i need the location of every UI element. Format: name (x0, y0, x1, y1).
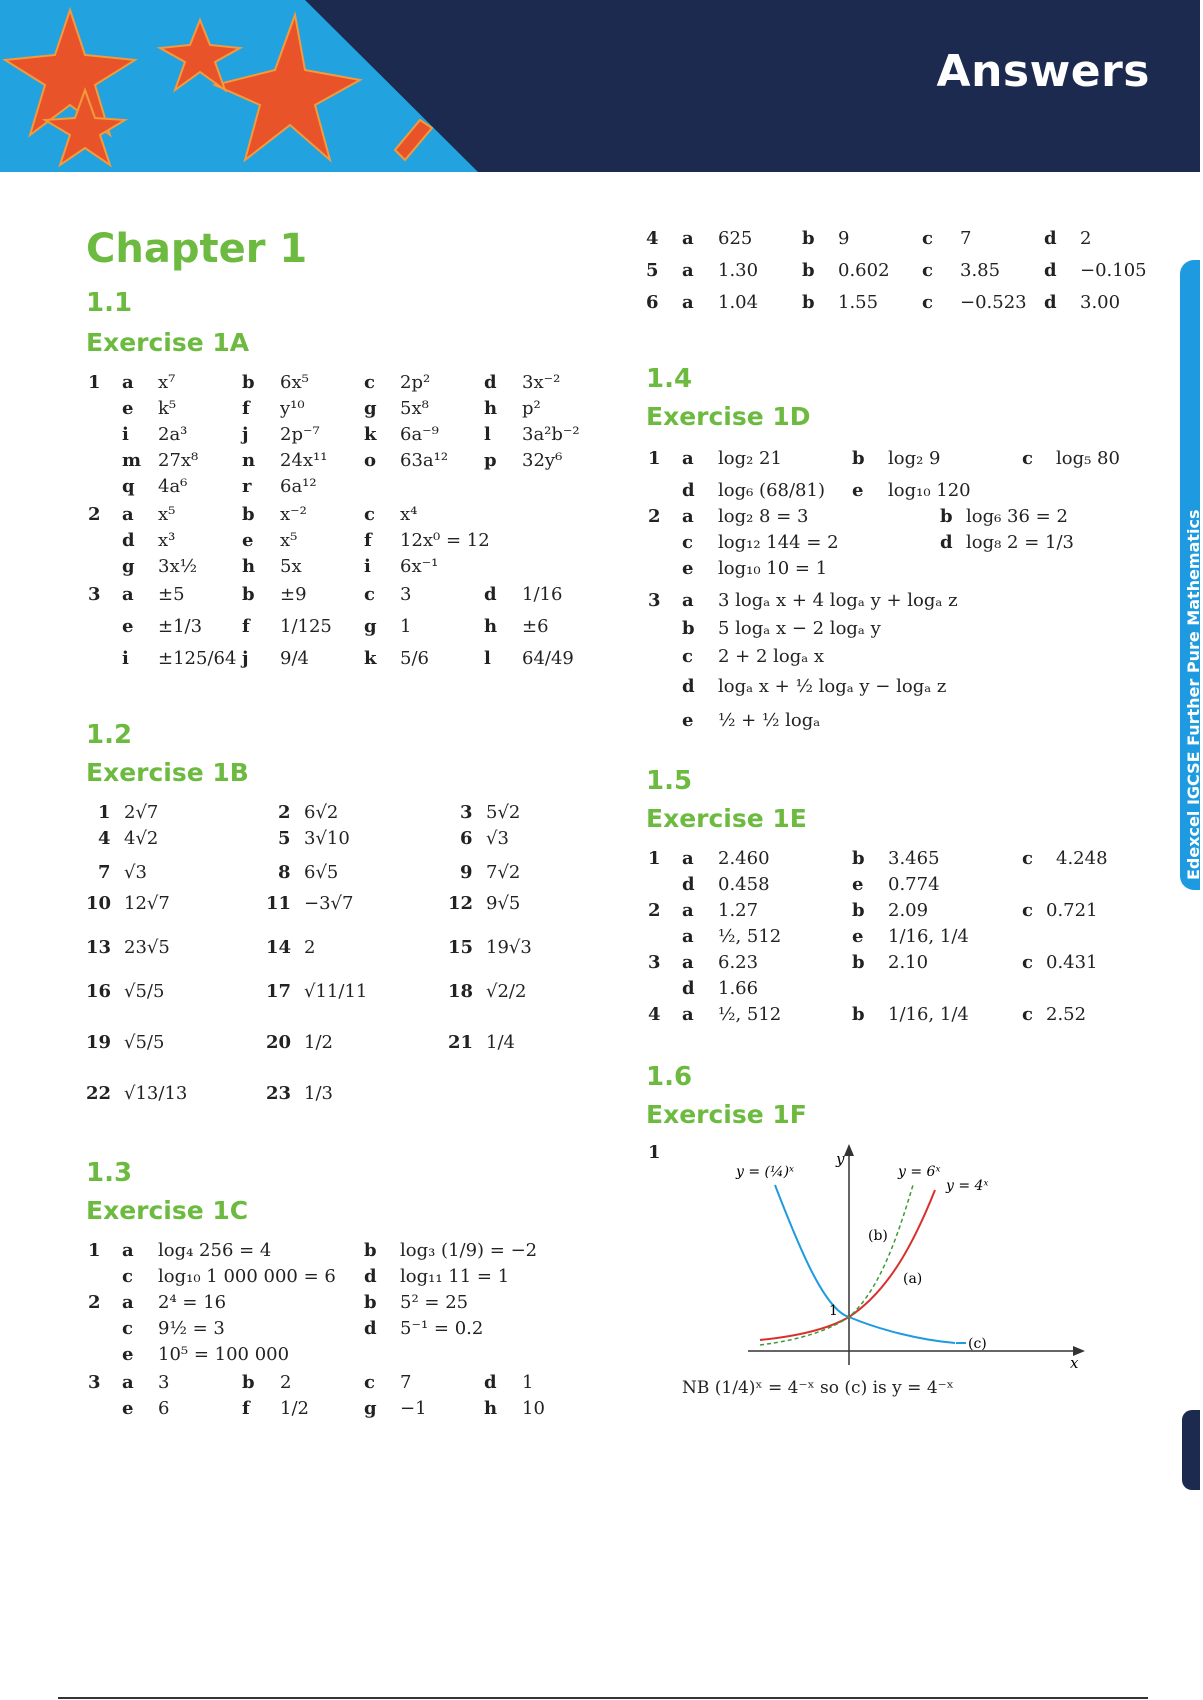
part-letter: a (682, 590, 694, 611)
part-letter: g (122, 556, 135, 577)
question-number: 2 (278, 802, 291, 823)
answer: 1/4 (486, 1032, 515, 1053)
question-number: 23 (266, 1083, 292, 1104)
answer: 2.09 (888, 900, 929, 921)
part-letter: c (1022, 848, 1033, 869)
answer: 2.10 (888, 952, 929, 973)
part-letter: a (682, 260, 694, 281)
answer: √5/5 (124, 981, 165, 1002)
answer: ±6 (522, 616, 549, 637)
answer: log₅ 80 (1056, 448, 1120, 469)
answer: 6x⁵ (280, 372, 309, 393)
part-letter: a (122, 504, 134, 525)
part-letter: h (484, 616, 498, 637)
answer: log₆ (68/81) (718, 480, 825, 501)
part-letter: d (682, 676, 695, 697)
answer: log₃ (1/9) = −2 (400, 1240, 538, 1261)
part-letter: f (242, 616, 250, 637)
answer: √3 (124, 862, 147, 883)
answer: 1.30 (718, 260, 759, 281)
answer: −3√7 (304, 893, 354, 914)
label-quarter-power-x: y = (¼)ˣ (736, 1164, 795, 1180)
answer: x⁻² (280, 504, 307, 525)
exercise-heading: Exercise 1A (86, 328, 250, 357)
part-letter: b (852, 848, 865, 869)
question-number: 13 (86, 937, 112, 958)
answer: 625 (718, 228, 753, 249)
answer: log₄ 256 = 4 (158, 1240, 272, 1261)
part-letter: b (802, 260, 815, 281)
part-letter: a (122, 1372, 134, 1393)
part-letter: m (122, 450, 142, 471)
part-letter: a (122, 1292, 134, 1313)
answer: 0.458 (718, 874, 770, 895)
answer: log₁₀ 1 000 000 = 6 (158, 1266, 336, 1287)
part-letter: d (682, 480, 695, 501)
answer: 19√3 (486, 937, 532, 958)
part-letter: c (1022, 900, 1033, 921)
part-letter: p (484, 450, 497, 471)
part-letter: c (1022, 952, 1033, 973)
part-letter: b (802, 292, 815, 313)
answer: 5 logₐ x − 2 logₐ y (718, 618, 881, 639)
part-letter: i (364, 556, 371, 577)
answer: ½, 512 (718, 1004, 782, 1025)
answer: 6 (158, 1398, 170, 1419)
part-letter: a (682, 848, 694, 869)
question-number: 16 (86, 981, 112, 1002)
question-number: 1 (88, 1240, 101, 1261)
answer: 3.00 (1080, 292, 1121, 313)
answer: 2.460 (718, 848, 770, 869)
answer: p² (522, 398, 541, 419)
answer: 9√5 (486, 893, 521, 914)
part-letter: d (1044, 292, 1057, 313)
question-number: 1 (98, 802, 111, 823)
question-number: 1 (648, 448, 661, 469)
question-number: 11 (266, 893, 292, 914)
question-number: 10 (86, 893, 112, 914)
question-number: 1 (648, 848, 661, 869)
part-letter: d (364, 1318, 377, 1339)
answer: 63a¹² (400, 450, 449, 471)
part-letter: j (242, 424, 249, 445)
answer: log₂ 9 (888, 448, 941, 469)
answer: 24x¹¹ (280, 450, 328, 471)
question-number: 21 (448, 1032, 474, 1053)
graph-note: NB (1/4)ˣ = 4⁻ˣ so (c) is y = 4⁻ˣ (682, 1378, 954, 1398)
question-number: 3 (648, 590, 661, 611)
answer: 6x⁻¹ (400, 556, 439, 577)
question-number: 4 (648, 1004, 661, 1025)
answer: 6a¹² (280, 476, 317, 497)
answer: 6√5 (304, 862, 339, 883)
label-a: (a) (903, 1271, 923, 1287)
answer: 9 (838, 228, 850, 249)
answer: 23√5 (124, 937, 170, 958)
answer: 3 (158, 1372, 170, 1393)
question-number: 15 (448, 937, 474, 958)
answer: x⁴ (400, 504, 418, 525)
part-letter: d (682, 978, 695, 999)
side-tab-marker (1182, 1410, 1200, 1490)
section-heading: 1.3 (86, 1158, 133, 1188)
section-heading: 1.1 (86, 288, 133, 318)
answer: 5² = 25 (400, 1292, 469, 1313)
part-letter: e (122, 616, 134, 637)
part-letter: e (682, 558, 694, 579)
part-letter: r (242, 476, 252, 497)
part-letter: c (364, 1372, 375, 1393)
answer: 1 (400, 616, 412, 637)
part-letter: d (364, 1266, 377, 1287)
answer: 0.774 (888, 874, 940, 895)
part-letter: b (852, 952, 865, 973)
answer: √11/11 (304, 981, 368, 1002)
answer: 3 logₐ x + 4 logₐ y + logₐ z (718, 590, 958, 611)
part-letter: c (1022, 1004, 1033, 1025)
question-number: 12 (448, 893, 474, 914)
part-letter: l (484, 648, 491, 669)
answer: ±1/3 (158, 616, 203, 637)
part-letter: c (682, 532, 693, 553)
answer: 9/4 (280, 648, 309, 669)
question-number: 1 (648, 1142, 661, 1163)
part-letter: a (682, 506, 694, 527)
answer: 2 (280, 1372, 292, 1393)
question-number: 4 (98, 828, 111, 849)
question-number: 19 (86, 1032, 112, 1053)
page-title: Answers (936, 46, 1150, 97)
answer: 3.85 (960, 260, 1001, 281)
answer: 7 (400, 1372, 412, 1393)
answer: ±9 (280, 584, 307, 605)
answer: 2 (1080, 228, 1092, 249)
question-number: 3 (88, 1372, 101, 1393)
answer: 2 (304, 937, 316, 958)
part-letter: g (364, 616, 377, 637)
part-letter: c (364, 504, 375, 525)
answer: ½, 512 (718, 926, 782, 947)
part-letter: e (122, 398, 134, 419)
answer: 1/125 (280, 616, 332, 637)
part-letter: b (364, 1240, 377, 1261)
part-letter: a (682, 228, 694, 249)
part-letter: a (682, 292, 694, 313)
answer: 1/2 (280, 1398, 309, 1419)
question-number: 2 (88, 1292, 101, 1313)
part-letter: c (1022, 448, 1033, 469)
question-number: 14 (266, 937, 292, 958)
answer: log₁₁ 11 = 1 (400, 1266, 510, 1287)
answer: 1/3 (304, 1083, 333, 1104)
part-letter: b (242, 1372, 255, 1393)
answer: 0.431 (1046, 952, 1098, 973)
answer: 1/2 (304, 1032, 333, 1053)
part-letter: h (242, 556, 256, 577)
part-letter: k (364, 424, 377, 445)
part-letter: b (852, 448, 865, 469)
section-heading: 1.5 (646, 766, 693, 796)
answer: 1.66 (718, 978, 759, 999)
answer: 10⁵ = 100 000 (158, 1344, 290, 1365)
answer: 4a⁶ (158, 476, 188, 497)
part-letter: d (484, 584, 497, 605)
part-letter: a (122, 1240, 134, 1261)
section-heading: 1.4 (646, 364, 693, 394)
question-number: 4 (646, 228, 659, 249)
part-letter: d (484, 372, 497, 393)
answer: 3x½ (158, 556, 198, 577)
exercise-heading: Exercise 1E (646, 804, 807, 833)
part-letter: f (364, 530, 372, 551)
exercise-heading: Exercise 1F (646, 1100, 807, 1129)
answer: −0.105 (1080, 260, 1147, 281)
answer: 1/16, 1/4 (888, 1004, 969, 1025)
part-letter: l (484, 424, 491, 445)
answer: 2√7 (124, 802, 159, 823)
part-letter: f (242, 1398, 250, 1419)
part-letter: i (122, 648, 129, 669)
part-letter: n (242, 450, 256, 471)
question-number: 3 (88, 584, 101, 605)
answer: log₈ 2 = 1/3 (966, 532, 1074, 553)
intercept-label: 1 (829, 1303, 838, 1319)
label-4-power-x: y = 4ˣ (946, 1178, 989, 1194)
answer: 0.602 (838, 260, 890, 281)
answer: 2p⁻⁷ (280, 424, 320, 445)
answer: 9½ = 3 (158, 1318, 225, 1339)
y-axis-arrow-icon (844, 1144, 854, 1156)
part-letter: d (122, 530, 135, 551)
answer: 1.27 (718, 900, 759, 921)
section-heading: 1.6 (646, 1062, 693, 1092)
part-letter: d (682, 874, 695, 895)
answer: 4.248 (1056, 848, 1108, 869)
question-number: 22 (86, 1083, 112, 1104)
answer: 3 (400, 584, 412, 605)
part-letter: e (242, 530, 254, 551)
bottom-rule (58, 1697, 1148, 1699)
answer: x⁷ (158, 372, 176, 393)
part-letter: b (242, 372, 255, 393)
answer: 1/16 (522, 584, 563, 605)
answer: 5√2 (486, 802, 521, 823)
question-number: 3 (460, 802, 473, 823)
answer: 5x (280, 556, 302, 577)
answer: 27x⁸ (158, 450, 199, 471)
part-letter: a (122, 584, 134, 605)
answer: 0.721 (1046, 900, 1098, 921)
part-letter: c (922, 228, 933, 249)
answer: −1 (400, 1398, 427, 1419)
part-letter: b (242, 504, 255, 525)
answer: 6a⁻⁹ (400, 424, 439, 445)
question-number: 8 (278, 862, 291, 883)
curve-6-power-x (760, 1185, 913, 1345)
part-letter: a (682, 900, 694, 921)
answer: y¹⁰ (280, 398, 305, 419)
answer: 4√2 (124, 828, 159, 849)
part-letter: c (364, 372, 375, 393)
question-number: 20 (266, 1032, 292, 1053)
part-letter: c (922, 260, 933, 281)
answer: ½ + ½ logₐ (718, 710, 821, 731)
part-letter: b (852, 1004, 865, 1025)
answer: log₁₀ 120 (888, 480, 971, 501)
part-letter: f (242, 398, 250, 419)
part-letter: k (364, 648, 377, 669)
label-c: (c) (968, 1336, 987, 1352)
answer: 3x⁻² (522, 372, 561, 393)
answer: ±5 (158, 584, 185, 605)
part-letter: j (242, 648, 249, 669)
answer: −0.523 (960, 292, 1027, 313)
part-letter: b (242, 584, 255, 605)
answer: log₁₂ 144 = 2 (718, 532, 839, 553)
answer: 2p² (400, 372, 431, 393)
question-number: 9 (460, 862, 473, 883)
answer: x⁵ (158, 504, 176, 525)
part-letter: g (364, 398, 377, 419)
answer: 2 + 2 logₐ x (718, 646, 825, 667)
answer: log₂ 8 = 3 (718, 506, 809, 527)
answer: ±125/64 (158, 648, 237, 669)
part-letter: a (682, 1004, 694, 1025)
question-number: 2 (88, 504, 101, 525)
exercise-heading: Exercise 1B (86, 758, 249, 787)
question-number: 5 (278, 828, 291, 849)
part-letter: g (364, 1398, 377, 1419)
answer: log₂ 21 (718, 448, 782, 469)
part-letter: d (1044, 260, 1057, 281)
answer: 3√10 (304, 828, 350, 849)
part-letter: b (940, 506, 953, 527)
part-letter: a (682, 926, 694, 947)
part-letter: b (802, 228, 815, 249)
part-letter: e (682, 710, 694, 731)
question-number: 1 (88, 372, 101, 393)
part-letter: h (484, 1398, 498, 1419)
answer: 5⁻¹ = 0.2 (400, 1318, 484, 1339)
answer: 12x⁰ = 12 (400, 530, 490, 551)
part-letter: q (122, 476, 135, 497)
part-letter: e (852, 480, 864, 501)
side-tab-text: Edexcel IGCSE Further Pure Mathematics (1184, 509, 1203, 880)
answer: 6√2 (304, 802, 339, 823)
y-axis-label: y (836, 1150, 845, 1168)
label-6-power-x: y = 6ˣ (898, 1164, 941, 1180)
part-letter: c (122, 1266, 133, 1287)
question-number: 3 (648, 952, 661, 973)
answer: 1/16, 1/4 (888, 926, 969, 947)
answer: √5/5 (124, 1032, 165, 1053)
label-b: (b) (868, 1228, 888, 1244)
part-letter: c (922, 292, 933, 313)
question-number: 5 (646, 260, 659, 281)
answer: 2⁴ = 16 (158, 1292, 227, 1313)
question-number: 6 (460, 828, 473, 849)
answer: 7√2 (486, 862, 521, 883)
question-number: 7 (98, 862, 111, 883)
answer: 5/6 (400, 648, 429, 669)
question-number: 2 (648, 900, 661, 921)
part-letter: c (364, 584, 375, 605)
answer: √13/13 (124, 1083, 188, 1104)
answer: x⁵ (280, 530, 298, 551)
part-letter: c (122, 1318, 133, 1339)
answer: 1.04 (718, 292, 759, 313)
chapter-title: Chapter 1 (86, 226, 308, 272)
answer: 3.465 (888, 848, 940, 869)
part-letter: i (122, 424, 129, 445)
part-letter: d (940, 532, 953, 553)
part-letter: a (682, 448, 694, 469)
answer: 32y⁶ (522, 450, 563, 471)
answer: 3a²b⁻² (522, 424, 580, 445)
part-letter: a (682, 952, 694, 973)
answer: 12√7 (124, 893, 170, 914)
answer: 2a³ (158, 424, 188, 445)
answer: logₐ x + ½ logₐ y − logₐ z (718, 676, 947, 697)
answer: 64/49 (522, 648, 574, 669)
part-letter: e (852, 926, 864, 947)
page-header (0, 0, 1200, 172)
section-heading: 1.2 (86, 720, 133, 750)
part-letter: b (852, 900, 865, 921)
part-letter: d (1044, 228, 1057, 249)
question-number: 18 (448, 981, 474, 1002)
part-letter: b (682, 618, 695, 639)
answer: x³ (158, 530, 176, 551)
question-number: 6 (646, 292, 659, 313)
question-number: 17 (266, 981, 292, 1002)
answer: 6.23 (718, 952, 759, 973)
answer: log₆ 36 = 2 (966, 506, 1068, 527)
x-axis-label: x (1070, 1354, 1079, 1372)
exercise-heading: Exercise 1D (646, 402, 811, 431)
exponential-graph (730, 1140, 1090, 1370)
answer: √2/2 (486, 981, 527, 1002)
part-letter: e (122, 1398, 134, 1419)
answer: 10 (522, 1398, 545, 1419)
answer: k⁵ (158, 398, 177, 419)
part-letter: e (122, 1344, 134, 1365)
part-letter: o (364, 450, 377, 471)
answer: 5x⁸ (400, 398, 429, 419)
answer: 1 (522, 1372, 534, 1393)
part-letter: b (364, 1292, 377, 1313)
exercise-heading: Exercise 1C (86, 1196, 249, 1225)
answer: 1.55 (838, 292, 879, 313)
part-letter: c (682, 646, 693, 667)
part-letter: a (122, 372, 134, 393)
answer: √3 (486, 828, 509, 849)
part-letter: e (852, 874, 864, 895)
part-letter: h (484, 398, 498, 419)
question-number: 2 (648, 506, 661, 527)
answer: 7 (960, 228, 972, 249)
answer: log₁₀ 10 = 1 (718, 558, 828, 579)
part-letter: d (484, 1372, 497, 1393)
answer: 2.52 (1046, 1004, 1087, 1025)
